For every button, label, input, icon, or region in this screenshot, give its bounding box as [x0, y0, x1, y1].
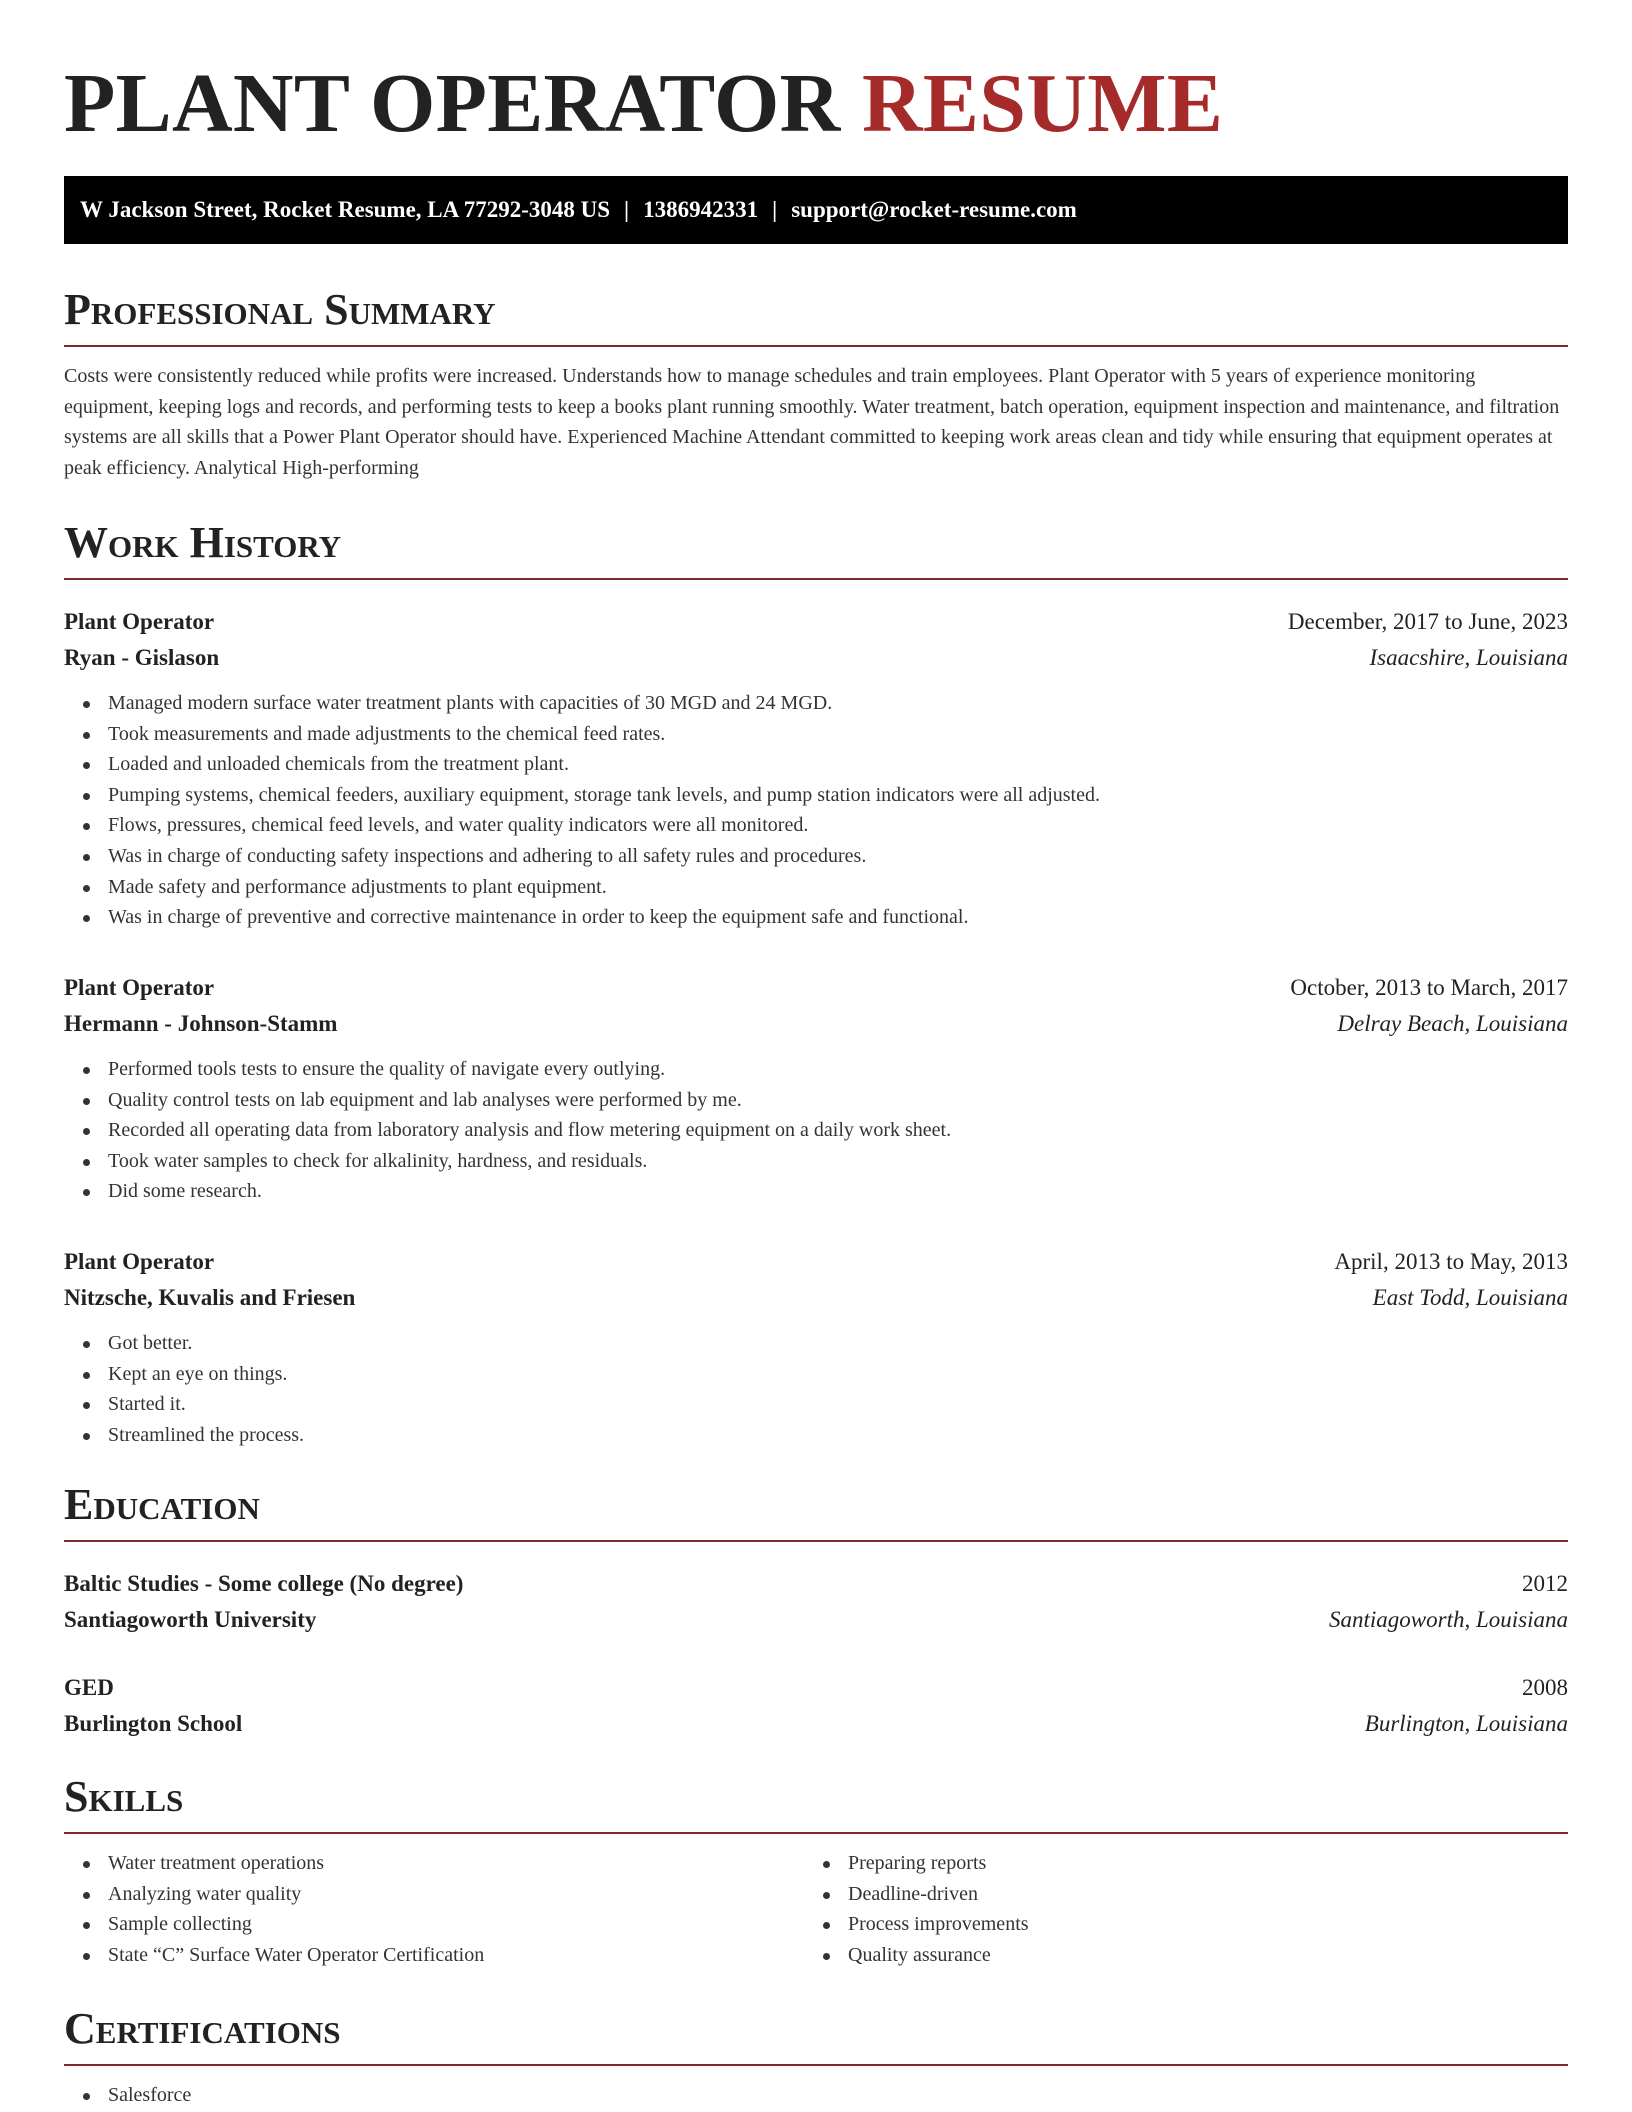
- skills-list-right: [804, 1848, 1504, 1970]
- job-location: Delray Beach, Louisiana: [1337, 1011, 1568, 1036]
- certifications-section: [64, 2004, 1568, 2111]
- section-divider: [64, 1540, 1568, 1542]
- skill-item: Sample collecting: [64, 1909, 764, 1940]
- job-bullet: Took water samples to check for alkalinity, hardness, and residuals.: [64, 1146, 1568, 1177]
- job-entry: [64, 1244, 1568, 1450]
- skill-item: Deadline-driven: [804, 1879, 1504, 1910]
- title-main: PLANT OPERATOR: [64, 57, 841, 150]
- education-heading: Education: [64, 1480, 260, 1529]
- job-bullet: Was in charge of preventive and corrective maintenance in order to keep the equipment safe and functional.: [64, 902, 1568, 933]
- job-bullet: Pumping systems, chemical feeders, auxiliary equipment, storage tank levels, and pump station indicators were all adjusted.: [64, 780, 1568, 811]
- job-title: Plant Operator: [64, 1249, 215, 1274]
- contact-address: W Jackson Street, Rocket Resume, LA 77292-3048 US: [80, 197, 611, 222]
- contact-separator: |: [772, 197, 778, 222]
- skills-section: [64, 1772, 1568, 1978]
- contact-email[interactable]: support@rocket-resume.com: [791, 197, 1077, 222]
- certifications-list: [64, 2080, 1568, 2111]
- section-divider: [64, 578, 1568, 580]
- contact-bar: [64, 176, 1568, 244]
- job-bullet: Recorded all operating data from laboratory analysis and flow metering equipment on a daily work sheet.: [64, 1115, 1568, 1146]
- job-location: Isaacshire, Louisiana: [1369, 645, 1568, 670]
- job-entry: [64, 970, 1568, 1207]
- job-bullet: Made safety and performance adjustments to plant equipment.: [64, 872, 1568, 903]
- job-bullet: Loaded and unloaded chemicals from the treatment plant.: [64, 749, 1568, 780]
- education-entry: [64, 1566, 1568, 1638]
- education-entry: [64, 1670, 1568, 1742]
- skill-item: Process improvements: [804, 1909, 1504, 1940]
- skill-item: Quality assurance: [804, 1940, 1504, 1971]
- title-accent: RESUME: [861, 57, 1224, 150]
- summary-heading: Professional Summary: [64, 285, 496, 334]
- summary-section: [64, 285, 1568, 483]
- job-dates: April, 2013 to May, 2013: [1334, 1249, 1568, 1274]
- job-location: East Todd, Louisiana: [1372, 1285, 1568, 1310]
- section-divider: [64, 345, 1568, 347]
- job-bullet: Started it.: [64, 1389, 1568, 1420]
- job-entry: [64, 604, 1568, 933]
- certifications-heading: Certifications: [64, 2004, 341, 2053]
- job-company: Hermann - Johnson-Stamm: [64, 1011, 338, 1036]
- skill-item: State “C” Surface Water Operator Certification: [64, 1940, 764, 1971]
- job-bullets: [64, 688, 1568, 933]
- section-divider: [64, 2064, 1568, 2066]
- education-degree: GED: [64, 1675, 114, 1700]
- job-bullet: Performed tools tests to ensure the quality of navigate every outlying.: [64, 1054, 1568, 1085]
- certification-item: Salesforce: [64, 2080, 1568, 2111]
- job-title: Plant Operator: [64, 609, 215, 634]
- education-school: Santiagoworth University: [64, 1607, 317, 1632]
- education-degree: Baltic Studies - Some college (No degree): [64, 1571, 464, 1596]
- job-bullet: Managed modern surface water treatment plants with capacities of 30 MGD and 24 MGD.: [64, 688, 1568, 719]
- summary-text: Costs were consistently reduced while profits were increased. Understands how to manage schedules and train employees. Plant Operator with 5 years of experience monitoring equipment, keeping logs and records, and performing tests to keep a books plant running smoothly. Water treatment, batch operation, equipment inspection and maintenance, and filtration systems are all skills that a Power Plant Operator should have. Experienced Machine Attendant committed to keeping work areas clean and tidy while ensuring that equipment operates at peak efficiency. Analytical High-performing: [64, 365, 1560, 479]
- job-bullet: Did some research.: [64, 1176, 1568, 1207]
- resume-title: [64, 54, 1223, 154]
- education-location: Santiagoworth, Louisiana: [1329, 1607, 1568, 1632]
- job-bullets: [64, 1054, 1568, 1207]
- job-bullet: Got better.: [64, 1328, 1568, 1359]
- skill-item: Preparing reports: [804, 1848, 1504, 1879]
- education-year: 2008: [1522, 1675, 1568, 1700]
- job-bullet: Quality control tests on lab equipment and lab analyses were performed by me.: [64, 1085, 1568, 1116]
- job-company: Nitzsche, Kuvalis and Friesen: [64, 1285, 356, 1310]
- education-year: 2012: [1522, 1571, 1568, 1596]
- job-dates: December, 2017 to June, 2023: [1287, 609, 1568, 634]
- job-dates: October, 2013 to March, 2017: [1290, 975, 1568, 1000]
- job-company: Ryan - Gislason: [64, 645, 220, 670]
- contact-phone: 1386942331: [643, 197, 759, 222]
- skill-item: Water treatment operations: [64, 1848, 764, 1879]
- contact-separator: |: [624, 197, 630, 222]
- job-bullet: Streamlined the process.: [64, 1420, 1568, 1451]
- job-bullet: Kept an eye on things.: [64, 1359, 1568, 1390]
- job-title: Plant Operator: [64, 975, 215, 1000]
- work-history-section: [64, 518, 1568, 580]
- skill-item: Analyzing water quality: [64, 1879, 764, 1910]
- job-bullets: [64, 1328, 1568, 1450]
- skills-list-left: [64, 1848, 764, 1970]
- education-location: Burlington, Louisiana: [1364, 1711, 1568, 1736]
- skills-heading: Skills: [64, 1772, 184, 1821]
- section-divider: [64, 1832, 1568, 1834]
- job-bullet: Flows, pressures, chemical feed levels, and water quality indicators were all monitored.: [64, 810, 1568, 841]
- skills-columns: [64, 1848, 1568, 1978]
- education-section: [64, 1480, 1568, 1542]
- education-school: Burlington School: [64, 1711, 243, 1736]
- job-bullet: Was in charge of conducting safety inspections and adhering to all safety rules and procedures.: [64, 841, 1568, 872]
- job-bullet: Took measurements and made adjustments to the chemical feed rates.: [64, 719, 1568, 750]
- work-history-heading: Work History: [64, 518, 342, 567]
